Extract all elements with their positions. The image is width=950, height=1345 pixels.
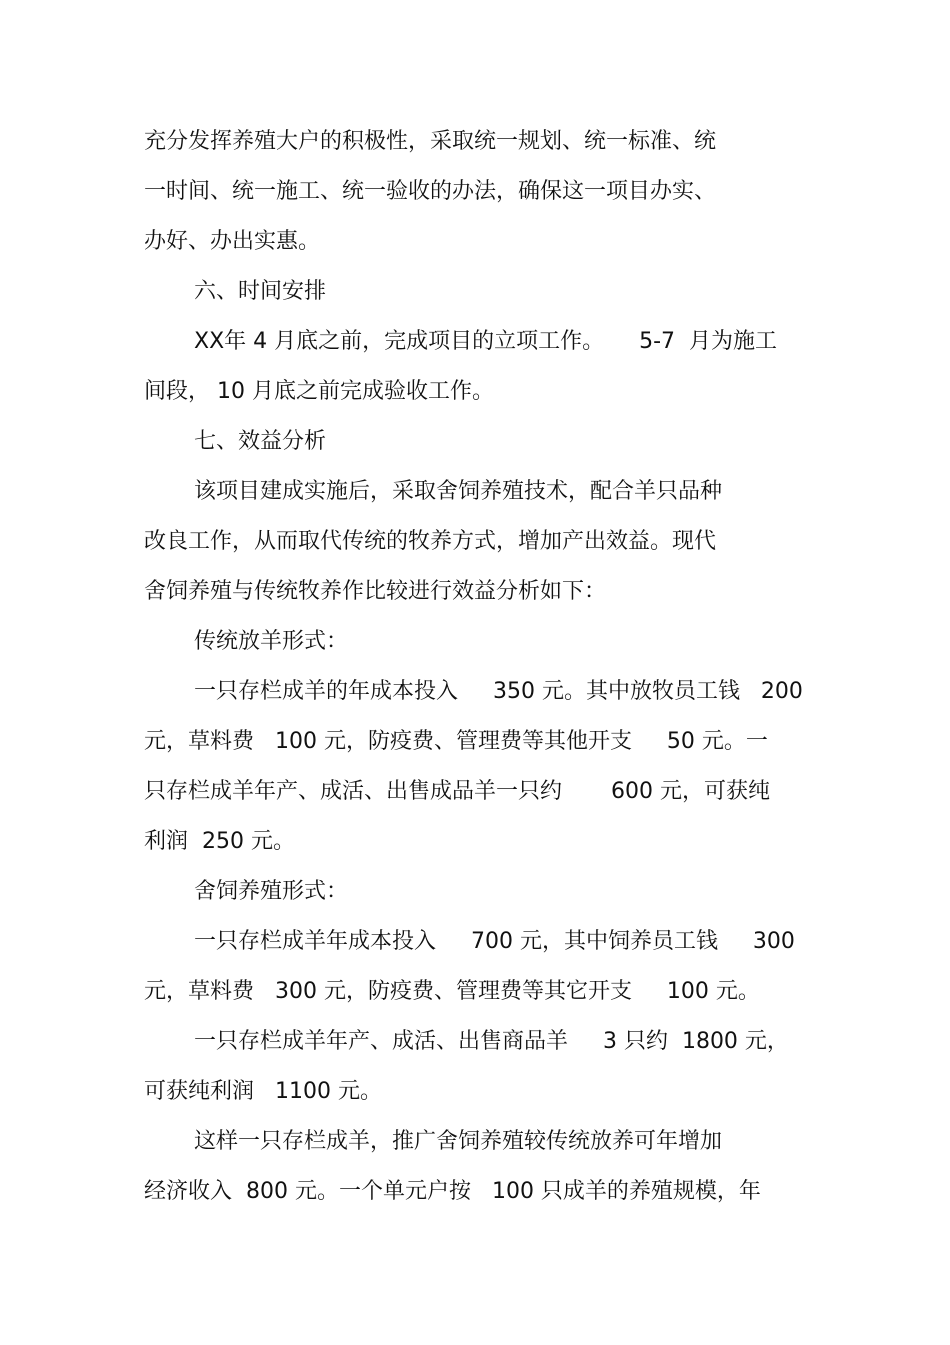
text-line-1: 充分发挥养殖大户的积极性，采取统一规划、统一标准、统	[144, 129, 717, 154]
text-line-3: 办好、办出实惠。	[144, 229, 321, 254]
text-line-14: 只存栏成羊年产、成活、出售成品羊一只约 600 元，可获纯	[144, 779, 770, 804]
text-line-13: 元，草料费 100 元，防疫费、管理费等其他开支 50 元。一	[144, 729, 768, 754]
text-line-19: 一只存栏成羊年产、成活、出售商品羊 3 只约 1800 元，	[194, 1029, 789, 1054]
text-line-6: 间段， 10 月底之前完成验收工作。	[144, 379, 494, 404]
text-line-18: 元，草料费 300 元，防疫费、管理费等其它开支 100 元。	[144, 979, 760, 1004]
text-line-9: 改良工作，从而取代传统的牧养方式，增加产出效益。现代	[144, 529, 717, 554]
text-line-22: 经济收入 800 元。一个单元户按 100 只成羊的养殖规模，年	[144, 1179, 761, 1204]
text-line-2: 一时间、统一施工、统一验收的办法，确保这一项目办实、	[144, 179, 717, 204]
text-line-20: 可获纯利润 1100 元。	[144, 1079, 382, 1104]
text-line-17: 一只存栏成羊年成本投入 700 元，其中饲养员工钱 300	[194, 929, 795, 954]
text-line-8: 该项目建成实施后，采取舍饲养殖技术，配合羊只品种	[194, 479, 723, 504]
subheading-stall-feeding: 舍饲养殖形式：	[194, 879, 349, 904]
text-line-10: 舍饲养殖与传统牧养作比较进行效益分析如下：	[144, 579, 607, 604]
subheading-traditional: 传统放羊形式：	[194, 629, 349, 654]
section-heading-benefit: 七、效益分析	[194, 429, 327, 454]
section-heading-schedule: 六、时间安排	[194, 279, 327, 304]
text-line-12: 一只存栏成羊的年成本投入 350 元。其中放牧员工钱 200	[194, 679, 803, 704]
text-line-21: 这样一只存栏成羊，推广舍饲养殖较传统放养可年增加	[194, 1129, 723, 1154]
text-line-15: 利润 250 元。	[144, 829, 295, 854]
text-line-5: XX年 4 月底之前，完成项目的立项工作。 5-7 月为施工	[194, 329, 778, 354]
